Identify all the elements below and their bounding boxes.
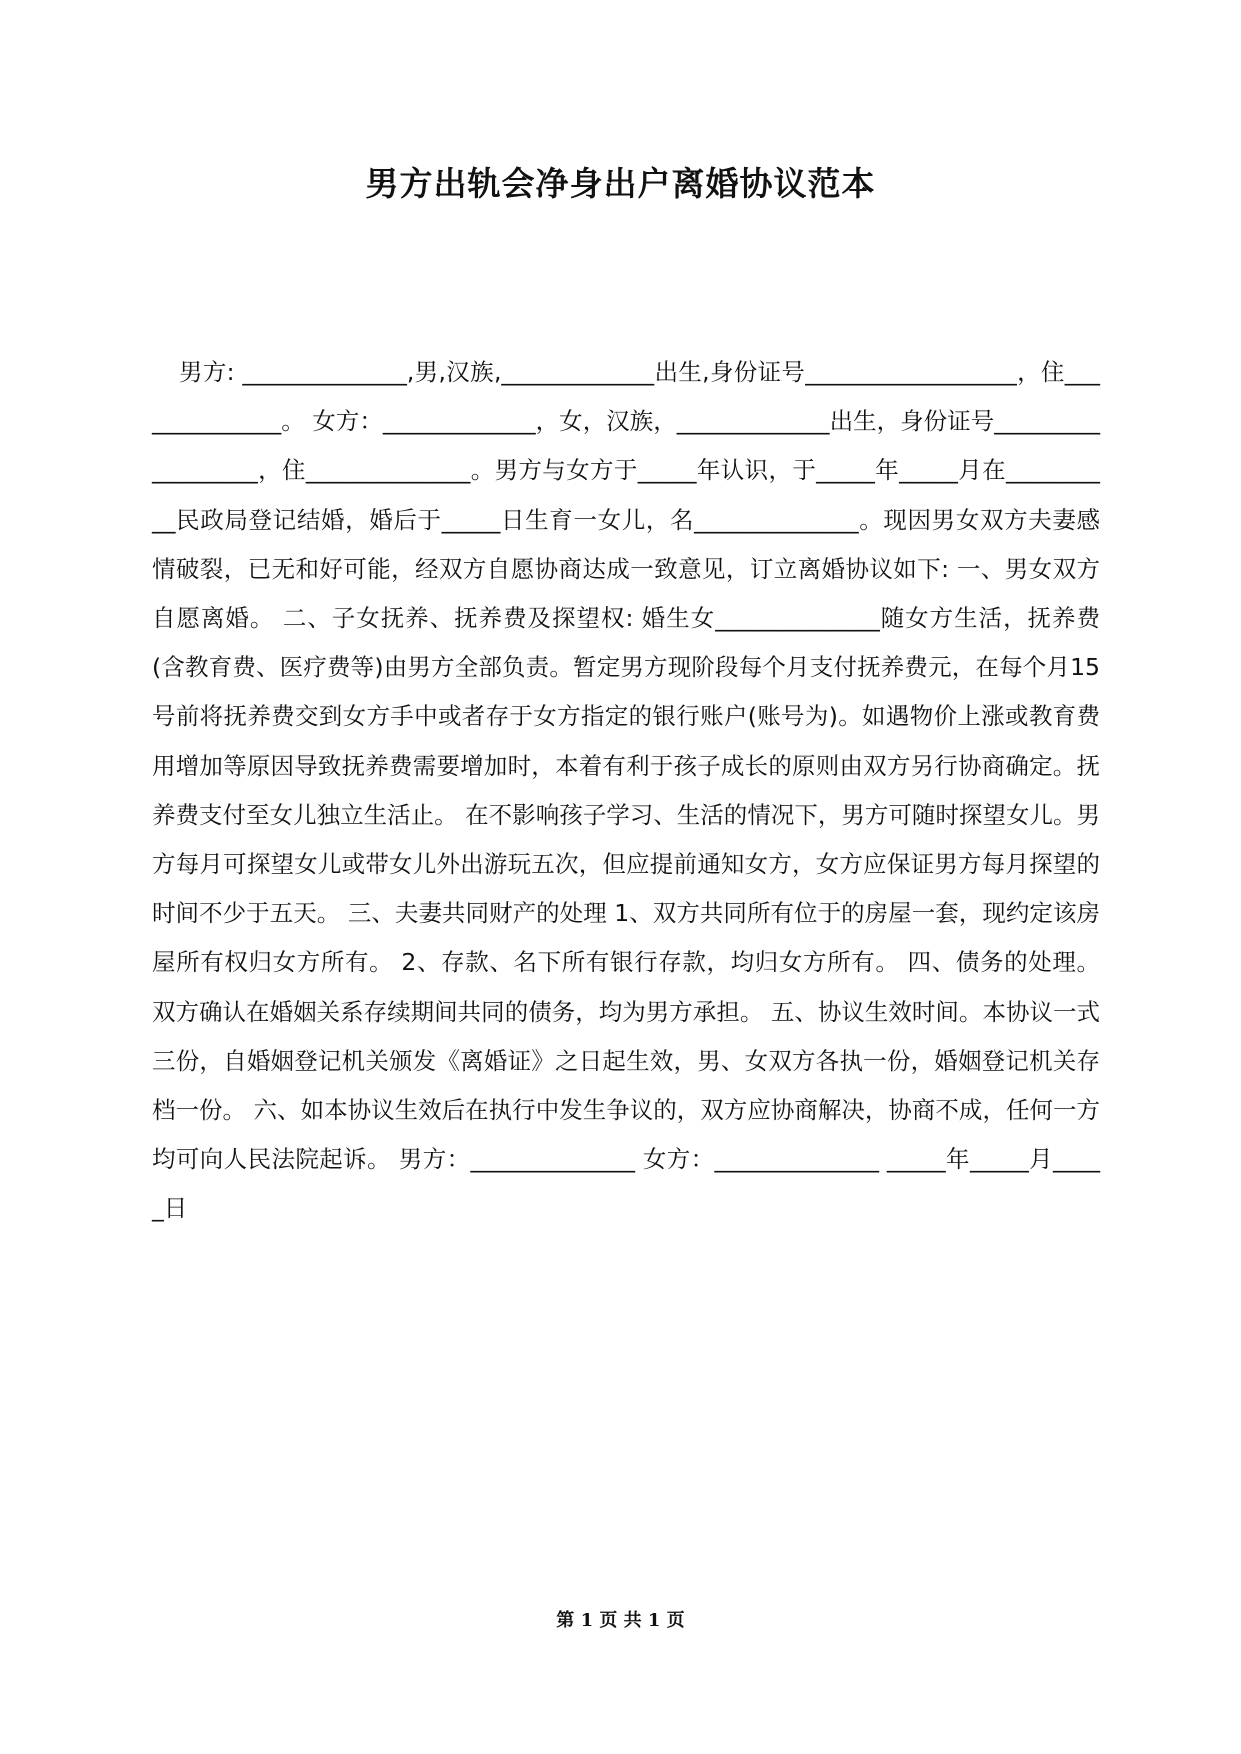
document-title: 男方出轨会净身出户离婚协议范本 (365, 164, 876, 203)
page-number: 第 1 页 共 1 页 (556, 1610, 685, 1631)
agreement-body: 男方: ______________,男,汉族,_____________出生,身份证号__________________，住______________。 女方：_____________，女，汉族，_____________出生，身份证号__________________，住______________。男方与女方于_____年认识，于_____年_____月在__________民政局登记结婚，婚后于_____日生育一女儿，名______________。现因男女双方夫妻感情破裂，已无和好可能，经双方自愿协商达成一致意见，订立离婚协议如下: 一、男女双方自愿离婚。 二、子女抚养、抚养费及探望权: 婚生女______________随女方生活，抚养费(含教育费、医疗费等)由男方全部负责。暂定男方现阶段每个月支付抚养费元，在每个月15号前将抚养费交到女方手中或者存于女方指定的银行账户(账号为)。如遇物价上涨或教育费用增加等原因导致抚养费需要增加时，本着有利于孩子成长的原则由双方另行协商确定。抚养费支付至女儿独立生活止。 在不影响孩子学习、生活的情况下，男方可随时探望女儿。男方每月可探望女儿或带女儿外出游玩五次，但应提前通知女方，女方应保证男方每月探望的时间不少于五天。 三、夫妻共同财产的处理 1、双方共同所有位于的房屋一套，现约定该房屋所有权归女方所有。 2、存款、名下所有银行存款，均归女方所有。 四、债务的处理。 双方确认在婚姻关系存续期间共同的债务，均为男方承担。 五、协议生效时间。本协议一式三份，自婚姻登记机关颁发《离婚证》之日起生效，男、女双方各执一份，婚姻登记机关存档一份。 六、如本协议生效后在执行中发生争议的，双方应协商解决，协商不成，任何一方均可向人民法院起诉。 男方：______________ 女方：______________ _____年_____月_____日 (152, 358, 1100, 1223)
